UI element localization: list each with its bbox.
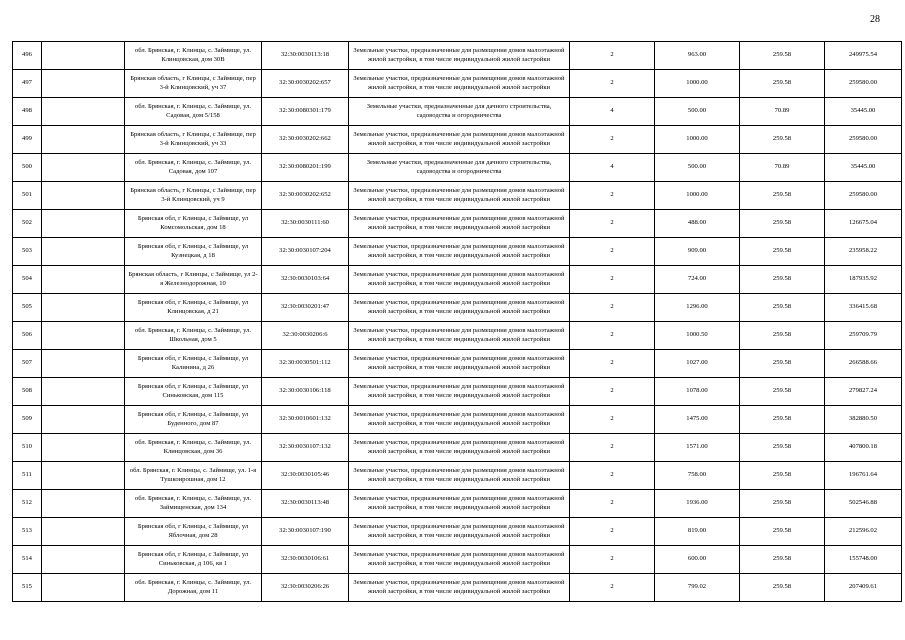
group-cell: 2 bbox=[570, 574, 655, 602]
group-cell: 2 bbox=[570, 210, 655, 238]
area-cell: 724.00 bbox=[655, 266, 740, 294]
rate-cell: 259.58 bbox=[740, 266, 825, 294]
cadastral-number-cell: 32:30:0030202:662 bbox=[262, 126, 349, 154]
row-number: 515 bbox=[13, 574, 42, 602]
group-cell: 2 bbox=[570, 266, 655, 294]
cadastral-number-cell: 32:30:0030103:64 bbox=[262, 266, 349, 294]
empty-cell bbox=[42, 70, 125, 98]
row-number: 496 bbox=[13, 42, 42, 70]
address-cell: обл. Брянская, г. Клинцы, с. Займище, ул. Клинцовская, дом 36 bbox=[125, 434, 262, 462]
cadastral-number-cell: 32:30:0030107:132 bbox=[262, 434, 349, 462]
cadastral-value-cell: 502546.88 bbox=[825, 490, 902, 518]
empty-cell bbox=[42, 182, 125, 210]
row-number: 510 bbox=[13, 434, 42, 462]
address-cell: Брянская область, г Клинцы, с Займище, пер 3-й Клинцовский, уч 33 bbox=[125, 126, 262, 154]
rate-cell: 259.58 bbox=[740, 434, 825, 462]
address-cell: Брянская обл, г Клинцы, с Займище, ул Синьковская, дом 115 bbox=[125, 378, 262, 406]
empty-cell bbox=[42, 518, 125, 546]
cadastral-value-cell: 249975.54 bbox=[825, 42, 902, 70]
land-use-cell: Земельные участки, предназначенные для размещения домов малоэтажной жилой застройки, в том числе индивидуальной жилой застройки bbox=[349, 70, 570, 98]
rate-cell: 259.58 bbox=[740, 350, 825, 378]
rate-cell: 70.89 bbox=[740, 154, 825, 182]
empty-cell bbox=[42, 126, 125, 154]
empty-cell bbox=[42, 154, 125, 182]
cadastral-number-cell: 32:30:0030202:657 bbox=[262, 70, 349, 98]
empty-cell bbox=[42, 238, 125, 266]
rate-cell: 259.58 bbox=[740, 378, 825, 406]
address-cell: обл. Брянская, г. Клинцы, с. Займище, ул. Займищенская, дом 134 bbox=[125, 490, 262, 518]
table-row bbox=[13, 294, 902, 322]
land-use-cell: Земельные участки, предназначенные для размещения домов малоэтажной жилой застройки, в том числе индивидуальной жилой застройки bbox=[349, 350, 570, 378]
area-cell: 1475.00 bbox=[655, 406, 740, 434]
table-row bbox=[13, 238, 902, 266]
land-use-cell: Земельные участки, предназначенные для размещения домов малоэтажной жилой застройки, в том числе индивидуальной жилой застройки bbox=[349, 546, 570, 574]
land-use-cell: Земельные участки, предназначенные для размещения домов малоэтажной жилой застройки, в том числе индивидуальной жилой застройки bbox=[349, 126, 570, 154]
land-use-cell: Земельные участки, предназначенные для дачного строительства, садоводства и огородничества bbox=[349, 154, 570, 182]
address-cell: Брянская обл, г Клинцы, с Займище, ул Калинина, д 26 bbox=[125, 350, 262, 378]
cadastral-number-cell: 32:30:0030113:18 bbox=[262, 42, 349, 70]
table-row bbox=[13, 42, 902, 70]
cadastral-value-cell: 35445.00 bbox=[825, 154, 902, 182]
row-number: 507 bbox=[13, 350, 42, 378]
address-cell: Брянская обл, г Клинцы, с Займище, ул Комсомольская, дом 18 bbox=[125, 210, 262, 238]
empty-cell bbox=[42, 546, 125, 574]
cadastral-number-cell: 32:30:0030201:47 bbox=[262, 294, 349, 322]
cadastral-value-cell: 259580.00 bbox=[825, 70, 902, 98]
rate-cell: 259.58 bbox=[740, 518, 825, 546]
land-use-cell: Земельные участки, предназначенные для размещения домов малоэтажной жилой застройки, в том числе индивидуальной жилой застройки bbox=[349, 322, 570, 350]
address-cell: Брянская обл, г Клинцы, с Займище, ул Кузнецкая, д 18 bbox=[125, 238, 262, 266]
land-use-cell: Земельные участки, предназначенные для дачного строительства, садоводства и огородничества bbox=[349, 98, 570, 126]
table-row bbox=[13, 98, 902, 126]
table-row bbox=[13, 406, 902, 434]
group-cell: 2 bbox=[570, 70, 655, 98]
address-cell: Брянская обл, г Клинцы, с Займище, ул Буденного, дом 87 bbox=[125, 406, 262, 434]
land-use-cell: Земельные участки, предназначенные для размещения домов малоэтажной жилой застройки, в том числе индивидуальной жилой застройки bbox=[349, 462, 570, 490]
table-row bbox=[13, 266, 902, 294]
cadastral-value-cell: 196761.64 bbox=[825, 462, 902, 490]
cadastral-number-cell: 32:30:0030107:190 bbox=[262, 518, 349, 546]
area-cell: 1000.00 bbox=[655, 126, 740, 154]
group-cell: 4 bbox=[570, 98, 655, 126]
cadastral-number-cell: 32:30:0030105:46 bbox=[262, 462, 349, 490]
land-use-cell: Земельные участки, предназначенные для размещения домов малоэтажной жилой застройки, в том числе индивидуальной жилой застройки bbox=[349, 294, 570, 322]
table-row bbox=[13, 434, 902, 462]
area-cell: 500.00 bbox=[655, 98, 740, 126]
address-cell: обл. Брянская, г. Клинцы, с. Займище, ул. Клинцовская, дом 30В bbox=[125, 42, 262, 70]
rate-cell: 259.58 bbox=[740, 322, 825, 350]
area-cell: 909.00 bbox=[655, 238, 740, 266]
cadastral-value-cell: 382880.50 bbox=[825, 406, 902, 434]
cadastral-number-cell: 32:30:0030206:6 bbox=[262, 322, 349, 350]
area-cell: 819.00 bbox=[655, 518, 740, 546]
row-number: 505 bbox=[13, 294, 42, 322]
empty-cell bbox=[42, 294, 125, 322]
cadastral-number-cell: 32:30:0030113:48 bbox=[262, 490, 349, 518]
empty-cell bbox=[42, 266, 125, 294]
land-use-cell: Земельные участки, предназначенные для размещения домов малоэтажной жилой застройки, в том числе индивидуальной жилой застройки bbox=[349, 210, 570, 238]
empty-cell bbox=[42, 574, 125, 602]
area-cell: 1000.00 bbox=[655, 70, 740, 98]
rate-cell: 259.58 bbox=[740, 406, 825, 434]
table-row bbox=[13, 546, 902, 574]
cadastral-number-cell: 32:30:0030202:652 bbox=[262, 182, 349, 210]
cadastral-value-cell: 126675.04 bbox=[825, 210, 902, 238]
cadastral-number-cell: 32:30:0080201:199 bbox=[262, 154, 349, 182]
rate-cell: 259.58 bbox=[740, 462, 825, 490]
area-cell: 1000.50 bbox=[655, 322, 740, 350]
table-row bbox=[13, 210, 902, 238]
land-use-cell: Земельные участки, предназначенные для размещения домов малоэтажной жилой застройки, в том числе индивидуальной жилой застройки bbox=[349, 378, 570, 406]
area-cell: 1936.00 bbox=[655, 490, 740, 518]
table-row bbox=[13, 154, 902, 182]
table-row bbox=[13, 518, 902, 546]
cadastral-number-cell: 32:30:0030206:26 bbox=[262, 574, 349, 602]
address-cell: обл. Брянская, г. Клинцы, с. Займище, ул. Дорожная, дом 11 bbox=[125, 574, 262, 602]
group-cell: 2 bbox=[570, 490, 655, 518]
group-cell: 2 bbox=[570, 406, 655, 434]
cadastral-value-cell: 259709.79 bbox=[825, 322, 902, 350]
cadastral-value-cell: 259580.00 bbox=[825, 182, 902, 210]
group-cell: 2 bbox=[570, 294, 655, 322]
empty-cell bbox=[42, 322, 125, 350]
group-cell: 2 bbox=[570, 434, 655, 462]
table-row bbox=[13, 182, 902, 210]
row-number: 500 bbox=[13, 154, 42, 182]
row-number: 509 bbox=[13, 406, 42, 434]
empty-cell bbox=[42, 350, 125, 378]
empty-cell bbox=[42, 210, 125, 238]
table-row bbox=[13, 126, 902, 154]
land-use-cell: Земельные участки, предназначенные для размещения домов малоэтажной жилой застройки, в том числе индивидуальной жилой застройки bbox=[349, 266, 570, 294]
row-number: 498 bbox=[13, 98, 42, 126]
cadastral-number-cell: 32:30:0030106:118 bbox=[262, 378, 349, 406]
land-use-cell: Земельные участки, предназначенные для размещения домов малоэтажной жилой застройки, в том числе индивидуальной жилой застройки bbox=[349, 518, 570, 546]
table-row bbox=[13, 490, 902, 518]
rate-cell: 259.58 bbox=[740, 42, 825, 70]
row-number: 504 bbox=[13, 266, 42, 294]
group-cell: 2 bbox=[570, 182, 655, 210]
address-cell: Брянская область, г Клинцы, с Займище, пер 3-й Клинцовский, уч 37 bbox=[125, 70, 262, 98]
row-number: 502 bbox=[13, 210, 42, 238]
rate-cell: 259.58 bbox=[740, 126, 825, 154]
empty-cell bbox=[42, 462, 125, 490]
area-cell: 488.00 bbox=[655, 210, 740, 238]
registry-body bbox=[13, 42, 902, 602]
page-number: 28 bbox=[870, 14, 880, 25]
rate-cell: 259.58 bbox=[740, 70, 825, 98]
row-number: 506 bbox=[13, 322, 42, 350]
cadastral-value-cell: 407800.18 bbox=[825, 434, 902, 462]
group-cell: 2 bbox=[570, 42, 655, 70]
cadastral-number-cell: 32:30:0010601:132 bbox=[262, 406, 349, 434]
group-cell: 4 bbox=[570, 154, 655, 182]
area-cell: 799.02 bbox=[655, 574, 740, 602]
land-use-cell: Земельные участки, предназначенные для размещения домов малоэтажной жилой застройки, в том числе индивидуальной жилой застройки bbox=[349, 406, 570, 434]
group-cell: 2 bbox=[570, 518, 655, 546]
row-number: 512 bbox=[13, 490, 42, 518]
row-number: 501 bbox=[13, 182, 42, 210]
empty-cell bbox=[42, 98, 125, 126]
group-cell: 2 bbox=[570, 322, 655, 350]
group-cell: 2 bbox=[570, 126, 655, 154]
address-cell: Брянская обл, г Клинцы, с Займище, ул Яблочная, дом 28 bbox=[125, 518, 262, 546]
rate-cell: 259.58 bbox=[740, 238, 825, 266]
row-number: 514 bbox=[13, 546, 42, 574]
cadastral-value-cell: 187935.92 bbox=[825, 266, 902, 294]
land-registry-table bbox=[12, 41, 902, 602]
address-cell: Брянская обл, г Клинцы, с Займище, ул Синьковская, д 106, кв 1 bbox=[125, 546, 262, 574]
land-use-cell: Земельные участки, предназначенные для размещения домов малоэтажной жилой застройки, в том числе индивидуальной жилой застройки bbox=[349, 574, 570, 602]
cadastral-value-cell: 279827.24 bbox=[825, 378, 902, 406]
area-cell: 1027.00 bbox=[655, 350, 740, 378]
cadastral-value-cell: 235958.22 bbox=[825, 238, 902, 266]
area-cell: 1571.00 bbox=[655, 434, 740, 462]
land-use-cell: Земельные участки, предназначенные для размещения домов малоэтажной жилой застройки, в том числе индивидуальной жилой застройки bbox=[349, 42, 570, 70]
cadastral-number-cell: 32:30:0030501:112 bbox=[262, 350, 349, 378]
row-number: 497 bbox=[13, 70, 42, 98]
cadastral-number-cell: 32:30:0030106:61 bbox=[262, 546, 349, 574]
cadastral-value-cell: 155748.00 bbox=[825, 546, 902, 574]
empty-cell bbox=[42, 434, 125, 462]
land-use-cell: Земельные участки, предназначенные для размещения домов малоэтажной жилой застройки, в том числе индивидуальной жилой застройки bbox=[349, 490, 570, 518]
rate-cell: 259.58 bbox=[740, 490, 825, 518]
row-number: 503 bbox=[13, 238, 42, 266]
area-cell: 600.00 bbox=[655, 546, 740, 574]
address-cell: обл. Брянская, г. Клинцы, с. Займище, ул. Садовая, дом 5/158 bbox=[125, 98, 262, 126]
table-row bbox=[13, 574, 902, 602]
group-cell: 2 bbox=[570, 462, 655, 490]
cadastral-value-cell: 259580.00 bbox=[825, 126, 902, 154]
area-cell: 500.00 bbox=[655, 154, 740, 182]
cadastral-value-cell: 35445.00 bbox=[825, 98, 902, 126]
table-row bbox=[13, 350, 902, 378]
cadastral-value-cell: 207409.61 bbox=[825, 574, 902, 602]
area-cell: 1078.00 bbox=[655, 378, 740, 406]
table-row bbox=[13, 322, 902, 350]
empty-cell bbox=[42, 490, 125, 518]
land-use-cell: Земельные участки, предназначенные для размещения домов малоэтажной жилой застройки, в том числе индивидуальной жилой застройки bbox=[349, 434, 570, 462]
rate-cell: 259.58 bbox=[740, 546, 825, 574]
row-number: 508 bbox=[13, 378, 42, 406]
cadastral-number-cell: 32:30:0080301:179 bbox=[262, 98, 349, 126]
address-cell: Брянская область, г Клинцы, с Займище, ул 2-я Железнодорожная, 10 bbox=[125, 266, 262, 294]
rate-cell: 70.89 bbox=[740, 98, 825, 126]
land-use-cell: Земельные участки, предназначенные для размещения домов малоэтажной жилой застройки, в том числе индивидуальной жилой застройки bbox=[349, 238, 570, 266]
address-cell: обл. Брянская, г. Клинцы, с. Займище, ул. Садовая, дом 107 bbox=[125, 154, 262, 182]
land-use-cell: Земельные участки, предназначенные для размещения домов малоэтажной жилой застройки, в том числе индивидуальной жилой застройки bbox=[349, 182, 570, 210]
table-row bbox=[13, 462, 902, 490]
table-row bbox=[13, 378, 902, 406]
area-cell: 963.00 bbox=[655, 42, 740, 70]
table-row bbox=[13, 70, 902, 98]
area-cell: 758.00 bbox=[655, 462, 740, 490]
cadastral-value-cell: 266588.66 bbox=[825, 350, 902, 378]
row-number: 511 bbox=[13, 462, 42, 490]
cadastral-value-cell: 212596.02 bbox=[825, 518, 902, 546]
rate-cell: 259.58 bbox=[740, 294, 825, 322]
rate-cell: 259.58 bbox=[740, 574, 825, 602]
area-cell: 1000.00 bbox=[655, 182, 740, 210]
address-cell: обл. Брянская, г. Клинцы, с. Займище, ул. Школьная, дом 5 bbox=[125, 322, 262, 350]
empty-cell bbox=[42, 42, 125, 70]
group-cell: 2 bbox=[570, 350, 655, 378]
address-cell: Брянская область, г Клинцы, с Займище, пер 3-й Клинцовский, уч 9 bbox=[125, 182, 262, 210]
area-cell: 1296.00 bbox=[655, 294, 740, 322]
empty-cell bbox=[42, 378, 125, 406]
address-cell: Брянская обл, г Клинцы, с Займище, ул Клинцовская, д 21 bbox=[125, 294, 262, 322]
rate-cell: 259.58 bbox=[740, 182, 825, 210]
row-number: 499 bbox=[13, 126, 42, 154]
empty-cell bbox=[42, 406, 125, 434]
group-cell: 2 bbox=[570, 546, 655, 574]
address-cell: обл. Брянская, г. Клинцы, с. Займище, ул. 1-я Тушкоирошная, дом 12 bbox=[125, 462, 262, 490]
cadastral-number-cell: 32:30:0030111:60 bbox=[262, 210, 349, 238]
cadastral-number-cell: 32:30:0030107:204 bbox=[262, 238, 349, 266]
row-number: 513 bbox=[13, 518, 42, 546]
group-cell: 2 bbox=[570, 238, 655, 266]
rate-cell: 259.58 bbox=[740, 210, 825, 238]
cadastral-value-cell: 336415.68 bbox=[825, 294, 902, 322]
group-cell: 2 bbox=[570, 378, 655, 406]
